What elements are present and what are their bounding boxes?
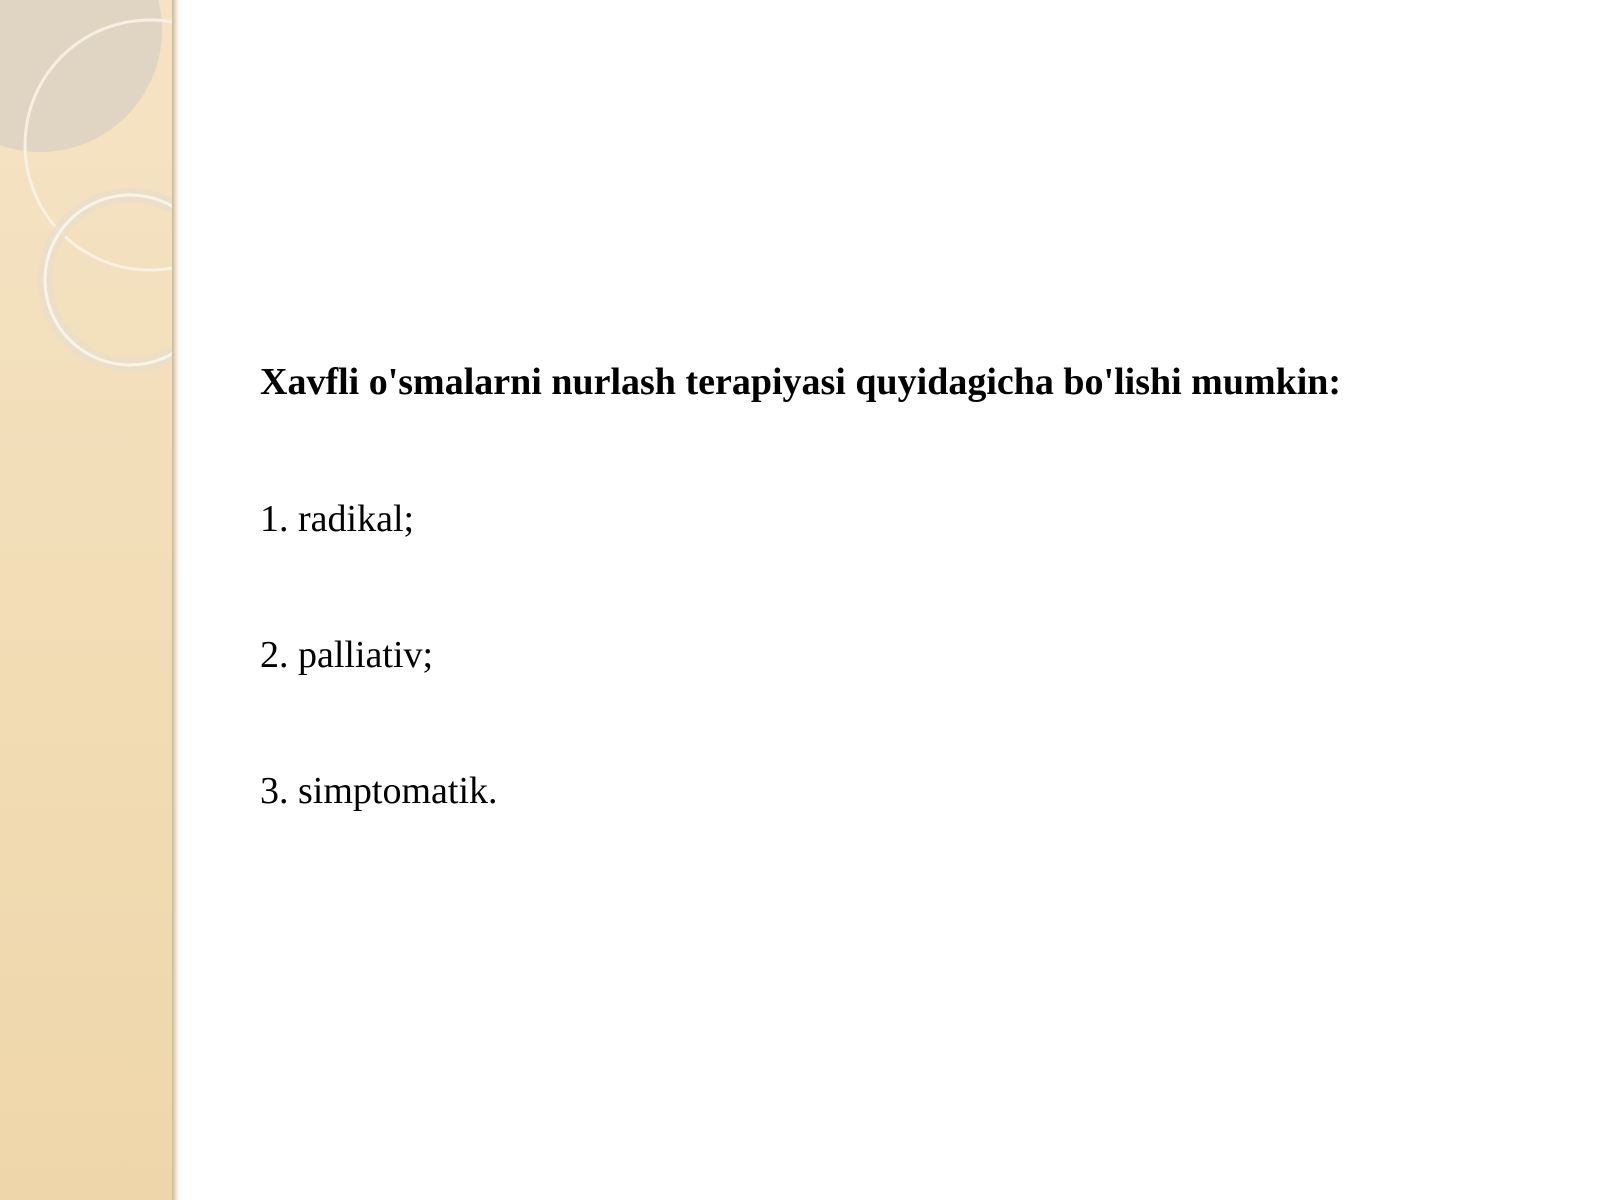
slide-heading: Xavfli o'smalarni nurlash terapiyasi quyidagicha bo'lishi mumkin:: [260, 361, 1342, 403]
decorative-circles: [0, 0, 172, 1200]
sidebar-edge-shadow: [172, 0, 180, 1200]
decorative-sidebar: [0, 0, 172, 1200]
decorative-ring-small: [45, 195, 172, 365]
list-item-simptomatik: 3. simptomatik.: [260, 770, 498, 812]
decorative-disc: [0, 0, 162, 152]
list-item-radikal: 1. radikal;: [260, 498, 415, 540]
slide-content: [260, 0, 1560, 1200]
list-item-palliativ: 2. palliativ;: [260, 634, 434, 676]
